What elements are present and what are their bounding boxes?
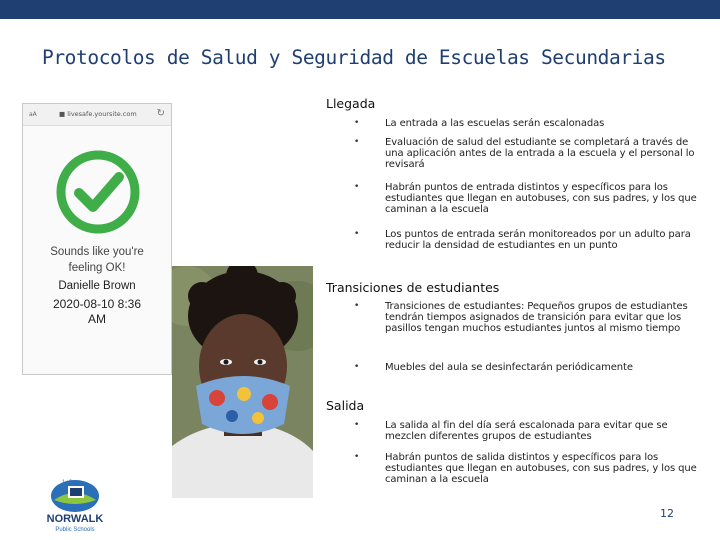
arrival-bullet-4: Los puntos de entrada serán monitoreados por un adulto para reducir la densidad de estudiantes en un punto <box>385 229 691 251</box>
timestamp-line2: AM <box>88 312 106 326</box>
url-text: ■ livesafe.yoursite.com <box>59 110 137 118</box>
student-name: Danielle Brown <box>58 280 136 292</box>
status-message-line2: feeling OK! <box>68 262 126 274</box>
refresh-icon: ↻ <box>156 108 165 119</box>
logo-subtitle: Public Schools <box>55 527 95 533</box>
page-number: 12 <box>660 507 674 520</box>
transitions-bullet-2: Muebles del aula se desinfectarán periódicamente <box>385 362 633 373</box>
status-message <box>23 244 171 276</box>
timestamp-line1: 2020-08-10 8:36 <box>52 297 142 311</box>
transitions-bullet-1: Transiciones de estudiantes: Pequeños grupos de estudiantes tendrán tiempos asignados de transición para evitar que los pasillos tengan muchos estudiantes juntos al mismo tiempo <box>385 301 688 334</box>
bullet-marker: • <box>354 182 360 192</box>
status-message-line1: Sounds like you're <box>50 246 144 258</box>
bullet-marker: • <box>354 118 360 128</box>
bullet-marker: • <box>354 229 360 239</box>
section-heading-transitions: Transiciones de estudiantes <box>326 280 500 295</box>
text-size-label: aA <box>29 111 37 118</box>
norwalk-logo <box>40 478 110 534</box>
bullet-marker: • <box>354 362 360 372</box>
bullet-marker: • <box>354 452 360 462</box>
top-bar <box>0 0 720 19</box>
dismissal-bullet-2: Habrán puntos de salida distintos y específicos para los estudiantes que llegan en autobuses, con sus padres, y los que caminan a la escuela <box>385 452 697 485</box>
section-heading-dismissal: Salida <box>326 398 365 413</box>
dismissal-bullet-1: La salida al fin del día será escalonada para evitar que se mezclen diferentes grupos de estudiantes <box>385 420 668 442</box>
section-heading-arrival: Llegada <box>326 96 376 111</box>
arrival-bullet-2: Evaluación de salud del estudiante se completará a través de una aplicación antes de la entrada a la escuela y el personal lo revisará <box>385 137 695 170</box>
bullet-marker: • <box>354 420 360 430</box>
checkmark-icon <box>55 149 141 235</box>
phone-screenshot <box>22 103 172 375</box>
arrival-bullet-3: Habrán puntos de entrada distintos y específicos para los estudiantes que llegan en autobuses, con sus padres, y los que caminan a la escuela <box>385 182 697 215</box>
bullet-marker: • <box>354 301 360 311</box>
svg-text:1+2: 1+2 <box>62 480 73 486</box>
student-photo <box>172 266 313 498</box>
logo-name: NORWALK <box>46 513 104 525</box>
browser-url-bar <box>23 104 171 126</box>
timestamp <box>23 297 171 327</box>
arrival-bullet-1: La entrada a las escuelas serán escalonadas <box>385 118 605 129</box>
slide-title: Protocolos de Salud y Seguridad de Escuelas Secundarias <box>42 46 666 69</box>
bullet-marker: • <box>354 137 360 147</box>
